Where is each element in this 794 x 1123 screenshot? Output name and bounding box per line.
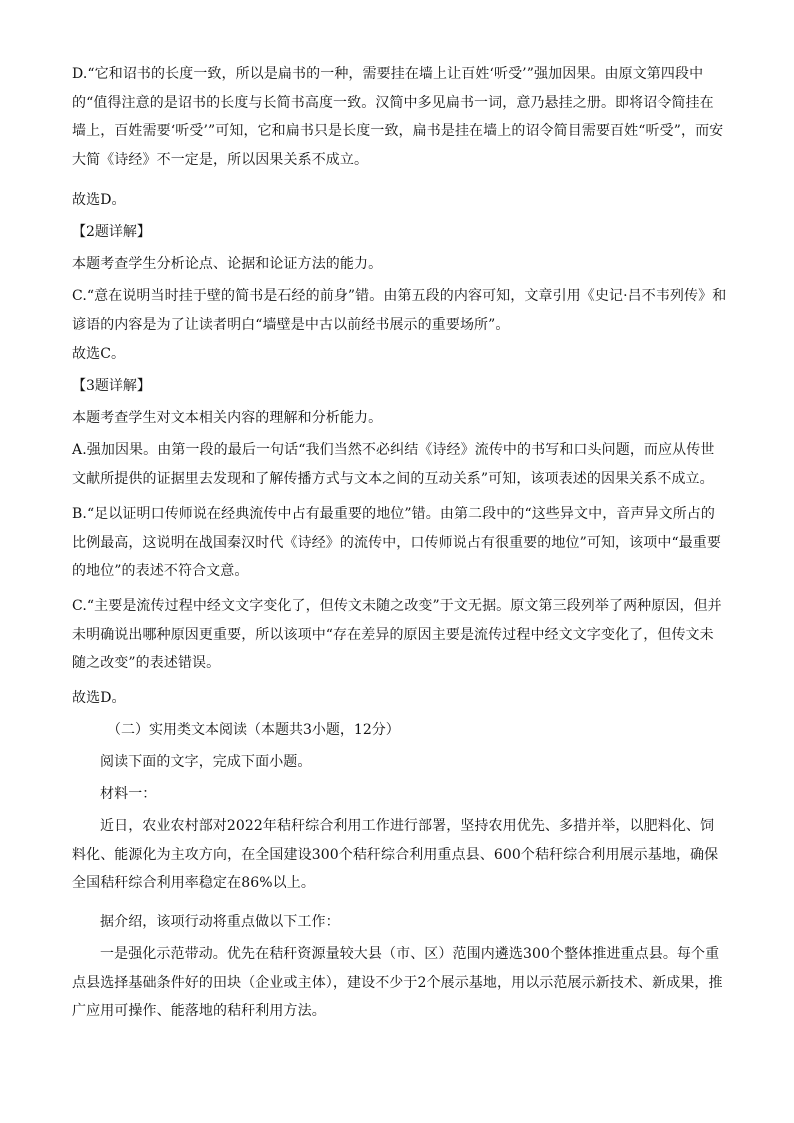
section-heading-practical-reading: （二）实用类文本阅读（本题共3小题，12分）: [107, 722, 400, 738]
paragraph-question-2-skill: 本题考查学生分析论点、论据和论证方法的能力。: [72, 256, 383, 272]
material-label: 材料一：: [100, 786, 157, 802]
answer-choice-c: 故选C。: [72, 346, 126, 362]
answer-choice-d-2: 故选D。: [72, 690, 126, 706]
material-paragraph-2: 据介绍，该项行动将重点做以下工作：: [100, 914, 340, 930]
paragraph-question-3-skill: 本题考查学生对文本相关内容的理解和分析能力。: [72, 410, 383, 426]
paragraph-question-3-b-analysis: B.“足以证明口传师说在经典流传中占有最重要的地位”错。由第二段中的“这些异文中，音声异文所占的比例最高，这说明在战国秦汉时代《诗经》的流传中，口传师说占有很重要的地位”可知，该项中“最重要的地位”的表述不符合文意。: [72, 506, 722, 579]
section-heading-question-3: 【3题详解】: [72, 378, 151, 394]
answer-choice-d: 故选D。: [72, 192, 126, 208]
material-paragraph-1: 近日，农业农村部对2022年秸秆综合利用工作进行部署，坚持农用优先、多措并举，以肥料化、饲料化、能源化为主攻方向，在全国建设300个秸秆综合利用重点县、600个秸秆综合利用展示基地，确保全国秸秆综合利用率稳定在86%以上。: [72, 818, 719, 891]
section-heading-question-2: 【2题详解】: [72, 224, 151, 240]
paragraph-d-analysis: D.“它和诏书的长度一致，所以是扁书的一种，需要挂在墙上让百姓‘听受’”强加因果。由原文第四段中的“值得注意的是诏书的长度与长简书高度一致。汉简中多见扁书一词，意乃悬挂之册。即将诏令简挂在墙上，百姓需要‘听受’”可知，它和扁书只是长度一致，扁书是挂在墙上的诏令简目需要百姓“听受”，而安大简《诗经》不一定是，所以因果关系不成立。: [72, 66, 724, 168]
reading-instruction: 阅读下面的文字，完成下面小题。: [100, 754, 312, 770]
paragraph-question-3-a-analysis: A.强加因果。由第一段的最后一句话“我们当然不必纠结《诗经》流传中的书写和口头问题，而应从传世文献所提供的证据里去发现和了解传播方式与文本之间的互动关系”可知，该项表述的因果关系不成立。: [72, 442, 715, 487]
paragraph-question-2-c-analysis: C.“意在说明当时挂于壁的简书是石经的前身”错。由第五段的内容可知，文章引用《史记·吕不韦列传》和谚语的内容是为了让读者明白“墙壁是中古以前经书展示的重要场所”。: [72, 288, 727, 333]
paragraph-question-3-c-analysis: C.“主要是流传过程中经文文字变化了，但传文未随之改变”于文无据。原文第三段列举了两种原因，但并未明确说出哪种原因更重要，所以该项中“存在差异的原因主要是流传过程中经文文字变化了，但传文未随之改变”的表述错误。: [72, 598, 722, 671]
material-paragraph-3: 一是强化示范带动。优先在秸秆资源量较大县（市、区）范围内遴选300个整体推进重点县。每个重点县选择基础条件好的田块（企业或主体），建设不少于2个展示基地，用以示范展示新技术、新成果，推广应用可操作、能落地的秸秆利用方法。: [72, 946, 723, 1019]
